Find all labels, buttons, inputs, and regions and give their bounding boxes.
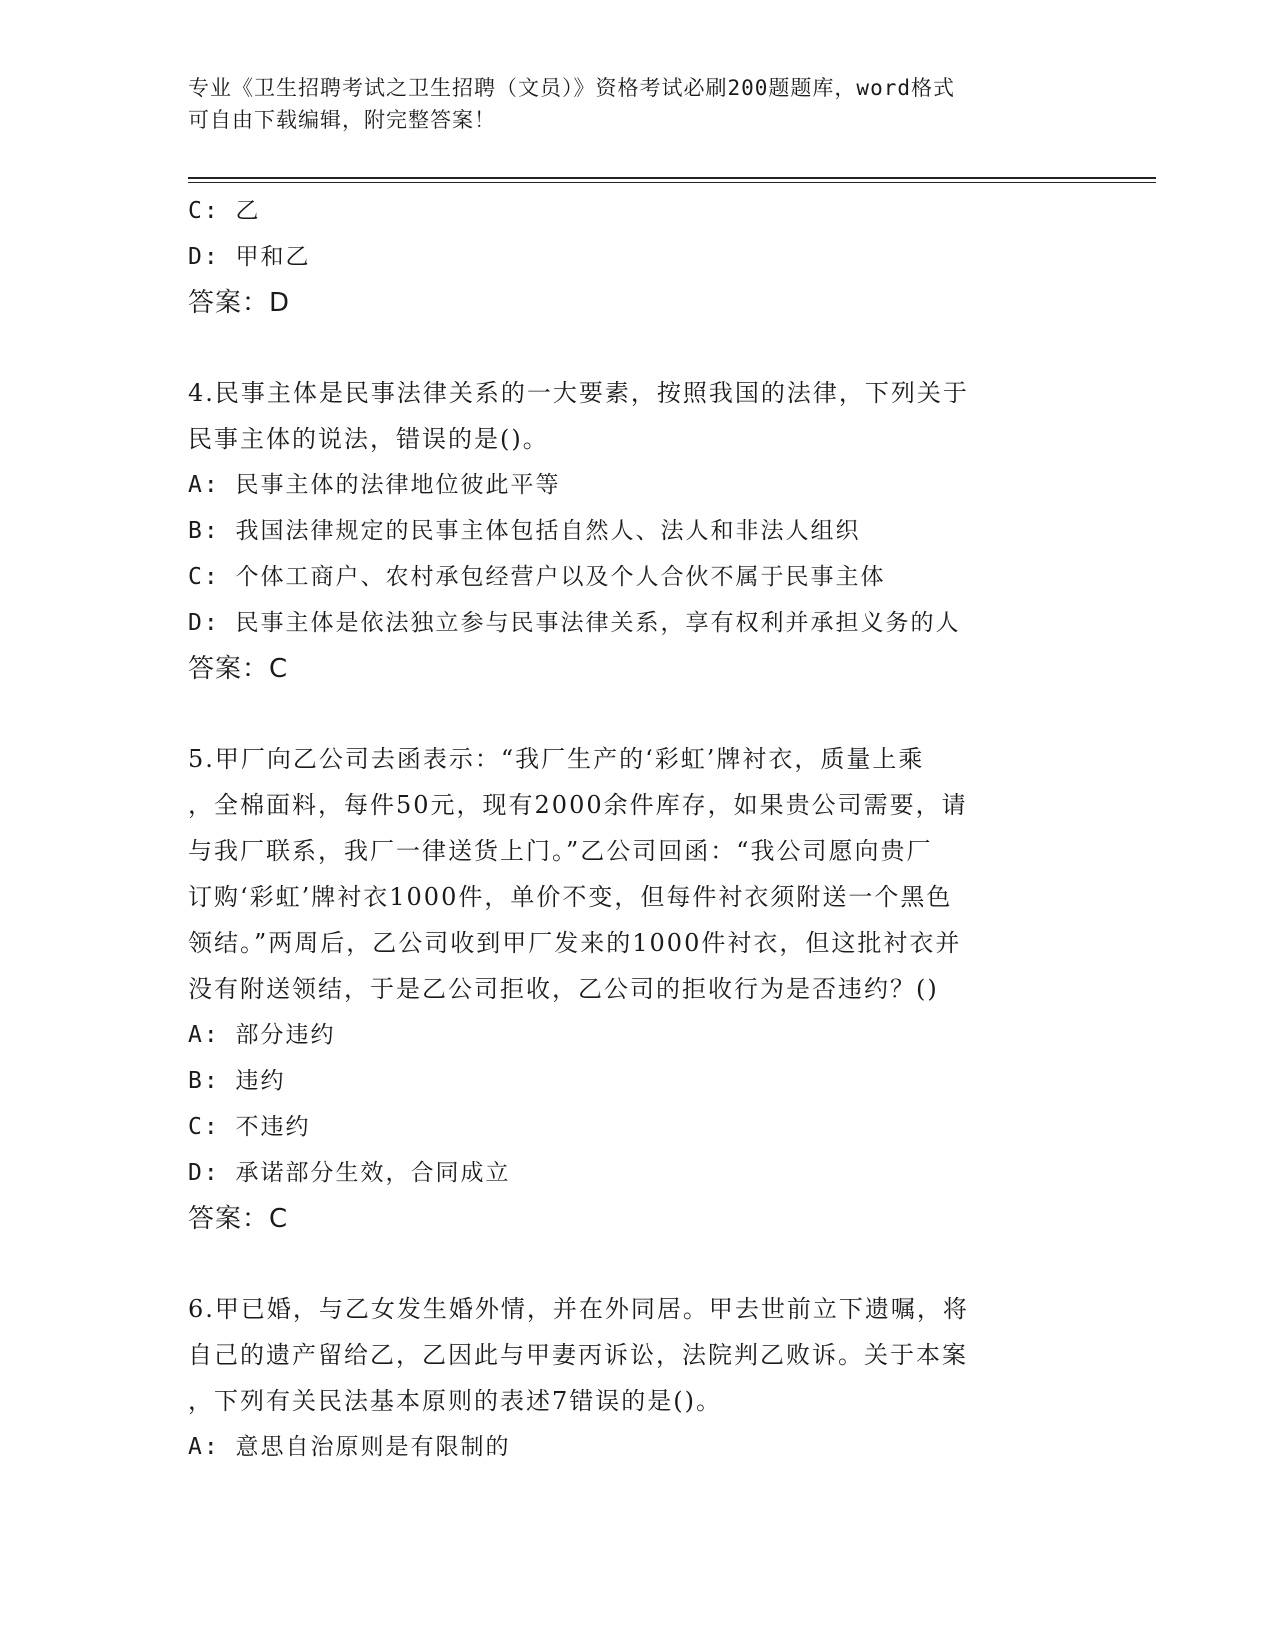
header-divider-top [188, 177, 1156, 179]
question-6 [188, 1286, 1088, 1470]
question-stem: 自己的遗产留给乙，乙因此与甲妻丙诉讼，法院判乙败诉。关于本案 [188, 1341, 968, 1369]
question-5 [188, 736, 1088, 1242]
question-stem: 5.甲厂向乙公司去函表示：“我厂生产的‘彩虹’牌衬衣，质量上乘 [188, 745, 925, 773]
question-stem: 6.甲已婚，与乙女发生婚外情，并在外同居。甲去世前立下遗嘱，将 [188, 1295, 969, 1323]
question-stem: 与我厂联系，我厂一律送货上门。”乙公司回函：“我公司愿向贵厂 [188, 837, 933, 865]
answer-text: 答案：D [188, 288, 291, 318]
header-divider-bottom [188, 182, 1156, 183]
option-d: D: 民事主体是依法独立参与民事法律关系，享有权利并承担义务的人 [188, 610, 961, 636]
option-b: B: 违约 [188, 1068, 286, 1094]
question-stem: 订购‘彩虹’牌衬衣1000件，单价不变，但每件衬衣须附送一个黑色 [188, 883, 953, 911]
question-stem: ，全棉面料，每件50元，现有2000余件库存，如果贵公司需要，请 [188, 791, 968, 819]
option-b: B: 我国法律规定的民事主体包括自然人、法人和非法人组织 [188, 518, 861, 544]
option-d: D: 承诺部分生效，合同成立 [188, 1160, 511, 1186]
option-d: D: 甲和乙 [188, 244, 311, 270]
question-stem: 4.民事主体是民事法律关系的一大要素，按照我国的法律，下列关于 [188, 379, 969, 407]
header-title-line2: 可自由下载编辑，附完整答案！ [188, 108, 496, 132]
option-a: A: 民事主体的法律地位彼此平等 [188, 472, 561, 498]
option-c: C: 不违约 [188, 1114, 311, 1140]
page-header [188, 72, 1068, 136]
question-4 [188, 370, 1088, 692]
document-body [188, 188, 1088, 1470]
question-stem: 领结。”两周后，乙公司收到甲厂发来的1000件衬衣，但这批衬衣并 [188, 929, 962, 957]
option-c: C: 个体工商户、农村承包经营户以及个人合伙不属于民事主体 [188, 564, 886, 590]
header-title-line1: 专业《卫生招聘考试之卫生招聘（文员）》资格考试必刷200题题库，word格式 [188, 76, 955, 100]
answer-text: 答案：C [188, 1204, 289, 1234]
option-c: C: 乙 [188, 198, 261, 224]
question-stem: ，下列有关民法基本原则的表述7错误的是()。 [188, 1387, 722, 1415]
answer-text: 答案：C [188, 654, 289, 684]
question-3-tail [188, 188, 1088, 326]
option-a: A: 意思自治原则是有限制的 [188, 1434, 511, 1460]
question-stem: 民事主体的说法，错误的是()。 [188, 425, 549, 453]
question-stem: 没有附送领结，于是乙公司拒收，乙公司的拒收行为是否违约？() [188, 975, 939, 1003]
option-a: A: 部分违约 [188, 1022, 336, 1048]
